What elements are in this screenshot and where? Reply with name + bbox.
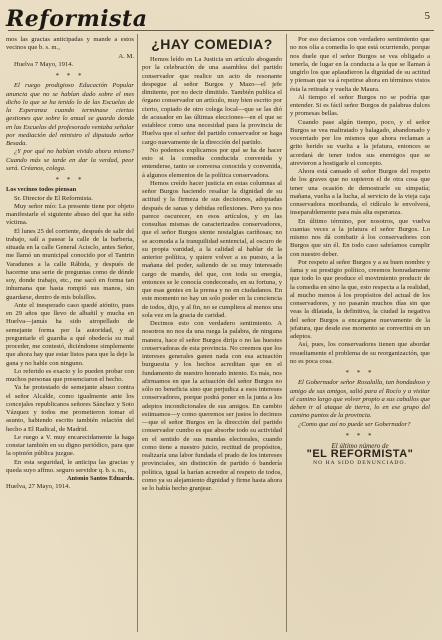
letter-paragraph: Ante el inesperado caso quedé atónito, pues en 29 años que llevo de albañil y mucha en Huelva—jamás ha sido atropellado de semejante forma por la autoridad, y al preguntarle el guardia a qué obedecía su mal proceder, me contestó, diciéndome simplemente que ahora hay que estar listos para que la deje la gana y no hable con ninguno.: [6, 301, 134, 367]
article-paragraph: Cuando pase algún tiempo, poco, y el señor Burgos se vea maltratado y halagado, abandonado y vocerriado por los mismos que ahora reclaman a grito herido su vuelta a la jefatura, entonces se acordará de tener todos sus enemigos que se atrevieron a hostigarle el concepto.: [290, 118, 430, 167]
brand-subtitle: NO HA SIDO DENUNCIADO.: [313, 459, 407, 466]
header-rule: [8, 30, 434, 31]
letter-paragraph: Ya he protestado de semejante abuso contra el señor Alcalde, como igualmente ante los concejales republicanos señores Sánchez y Soto Vázquez y todos me prometieron tomar el asunto, habiendo escrito también relación del hecho a El Radical, de Madrid.: [6, 384, 134, 433]
editor-note: ¿Y por qué no habían vivido ahora mismo? Cuando más se tarde en dar la verdad, peor será. Créanos, colega.: [6, 148, 134, 172]
section-subhead: Los vecinos todos piensan: [6, 186, 77, 194]
brand-name: "EL REFORMISTA": [306, 448, 414, 461]
letter-paragraph: Muy señor mío: La presente tiene por objeto manifestarle el siguiente abuso del que ha sido víctima.: [6, 202, 134, 227]
last-issue-notice: El último número de: [331, 442, 389, 450]
column-left: [6, 36, 134, 634]
article-paragraph: Ahora está cansado el señor Burgos del respeto de los graves que no supieron el de otra cosa que tener una ocasión de demostrarle su simpatía; mañana, vuelta a la lucha, al servicio de la vieja caja conservadora moribunda, el ridículo le envolverá, inseparablemente para más alta esperanza.: [290, 168, 430, 217]
article-paragraph: Hemos creído hacer justicia en estas columnas al señor Burgos haciendo resaltar la dignidad de su actitud y la firmeza de sus decisiones, adoptadas después de sanas y debidas reflexiones. Pero ya nos parece oscurecer, en esos artículos, y en las consultas mismas de caracterizados conservadores, que el señor Burgos siente nostalgias cariñosas; no se acomoda a la tranquilidad sentencial, al oscuro de su propia vanidad, a la calidad al hablar de la anterior política, y quiere volver a su puesto, a la mañana del poder, saliendo de su muy interesado cargo de mando, del que, con toda su energía, entonces se le conocía condecorado, en su fortuna, y que esas gentes en la prensa y no en ciudadanos. En este momento no hay un solo poder en la conciencia de todos, dijo, y al fin, no se cumpliera al menos una sola vez en la gracia de caridad.: [142, 179, 282, 319]
letter-paragraph: El lunes 25 del corriente, después de salir del trabajo, salí a pasear la calle de la barbería, situada en la calle General Acisclo, antes Señor, me llamó un municipal conocido por el Tantrin Varadunes a la calle Rábida, y después de hacerme una serie de preguntas como de dónde soy, donde trabajo, etc., me sacó en forma tan inhumana que hasta rompió sus manos, sin guardarse, dentro de mis bolsillos.: [6, 227, 134, 301]
article-paragraph: En último término, por nosotros, que vuelva cuantas veces a la jefatura el señor Burgos. Lo mismo nos dá combatir á los conservadores con Burgos que sin él. En todo caso sabríamos cumplir con nuestro deber.: [290, 217, 430, 258]
masthead-logo: Reformista: [6, 6, 148, 32]
letter-greeting: Sr. Director de El Reformista.: [14, 194, 93, 202]
dateline: Huelva 7 Mayo, 1914.: [14, 60, 74, 68]
column-middle: [142, 36, 282, 634]
news-brief: ¿Como que así no puede ser Gobernador?: [298, 420, 411, 428]
column-right: [290, 36, 430, 634]
letter-paragraph: Le ruego a V. muy encarecidamente la haga constar también en su digno periódico, para que la opinión pública juzgue.: [6, 433, 134, 458]
ornament-divider: * * *: [345, 369, 375, 377]
letter-paragraph: En esta seguridad, le anticipa las gracias y queda suyo affmo. seguro servidor q. b. s. m.,: [6, 458, 134, 474]
article-paragraph: Por respeto al señor Burgos y a su buen nombre y fama y su prestigio político, creemos honradamente que todo lo que produce el movimiento producir de la comedia en sino la que, esto respecta a la realidad, al mucho menos á los propósitos del actual de los conservadores, y no pasarán muchos días sin que veas la dilatada, la definitiva, la ciudad la negativa del señor Burgos a encargarse nuevamente de la jefatura, que desde ese momento se convertirá en un adeptos.: [290, 258, 430, 340]
intro-initials: A. M.: [118, 52, 134, 60]
article-paragraph: Decimos esto con verdadero sentimiento. A nosotros no nos da una ruega la palabra, de ninguna manera, hace el señor Burgos dirija o no las huestes conservadoras de esta provincia. No creemos que los intereses generales ganen nada con esa actuación burguesita y los hechos acreditan que en el fundamento de nuestro honrado intento. Es más, nos afirmamos en que la actuación del señor Burgos no sólo no beneficia sino que perjudica a esos intereses conservadores, porque podrá poner en la junta a los adeptos incondicionales de sus amigos. En cambio estimamos—y como queremos ser justos lo decimos—que el señor Burgos en la dirección del partido conservador cumbo es que absorbe todo su actividad en el sentido de sus mandas electorales, cuando como tiene a nuestro juicio, rectitud de propósitos, realizaría una labor fundada el prado de los intereses provinciales, sin distinción de partido ó bandería política, igual la harían acreedor al respeto de todos, como ya su alejamiento dignidad y firme hasta ahora se lo había hecho granjear.: [142, 320, 282, 492]
ornament-divider: * * *: [345, 431, 375, 440]
column-divider: [286, 34, 287, 632]
letter-paragraph: Lo referido es exacto y lo pueden probar con muchos personas que presenciaron el hecho.: [6, 367, 134, 383]
news-brief: El Gobernador señor Rosalalla, tan bondadoso y amigo de sus amigos, salió para el Rocío y a visitar el camino largo que volver propio a sus caballos que deben ir al ataque de tierra, lo en ese grupo del camino puntos de la provincia.: [290, 379, 430, 420]
ornament-divider: * * *: [55, 176, 85, 184]
article-paragraph: Por eso decíamos con verdadero sentimiento que no nos olía a comedia lo que está ocurriendo, porque nos duele que el señor Burgos se vea obligado a tenerla, de lugar en la conducta a la que se llaman á ungirlo los que aplaudieron la dignidad de su actitud y piensan que va á repetirse ahora en términos vistos ésta la retirada y vuelta de Maura.: [290, 36, 430, 93]
editor-note: El ruego prodigioso Educación Popular anuncia que no se habían dado sobre el mes dicho lo que se ha tenido lo de las Escuelas de la Esperanza cuando terminase ciertas gestiones que sobre lo anual se guardo donde en las Escuelas del profesorado ventaba señalar por mediación del ministro el diputado señor Besada.: [6, 82, 134, 147]
article-paragraph: Hemos leído en La Justicia un artículo abogando por la celebración de una asamblea del partido conservador que realice un acto de resonante despegue al señor Burgos y Mazo—el jefe dimitente, por no decir dimitido. También publica el órgano conservador un artículo, muy bien escrito por cierto, copiado de otro colega local—que se las dió de acusador en las últimas elecciones—en el que se establece como una necesidad para la provincia de Huelva que el señor del partido conservador se haga cargo nuevamente de la dirección del partido.: [142, 56, 282, 146]
column-divider: [137, 34, 138, 632]
page-number: 5: [424, 10, 430, 22]
article-paragraph: Así, pues, los conservadores tienen que abordar resueltamente el problema de su reorganización, que no es poca cosa.: [290, 341, 430, 365]
article-paragraph: No podemos explicarnos por qué se ha de hacer esto si la comedia conducida convenida y entenderse, tanto se conversa conocida y convenida, á algunos elementos de la política conservadora.: [142, 146, 282, 179]
intro-text: mos las gracias anticipadas y mande a estos vecinos que b. s. m.,: [6, 36, 134, 52]
ornament-divider: * * *: [55, 72, 85, 80]
letter-signature: Antonio Santos Eduardo.: [67, 475, 134, 482]
article-paragraph: Al tiempo el señor Burgos no se podría que entender. Si es fácil señor Burgos de palabras dulces y promesas bellas.: [290, 93, 430, 118]
article-headline: ¿HAY COMEDIA?: [151, 36, 273, 52]
closing-date: Huelva, 27 Mayo, 1914.: [6, 483, 71, 491]
